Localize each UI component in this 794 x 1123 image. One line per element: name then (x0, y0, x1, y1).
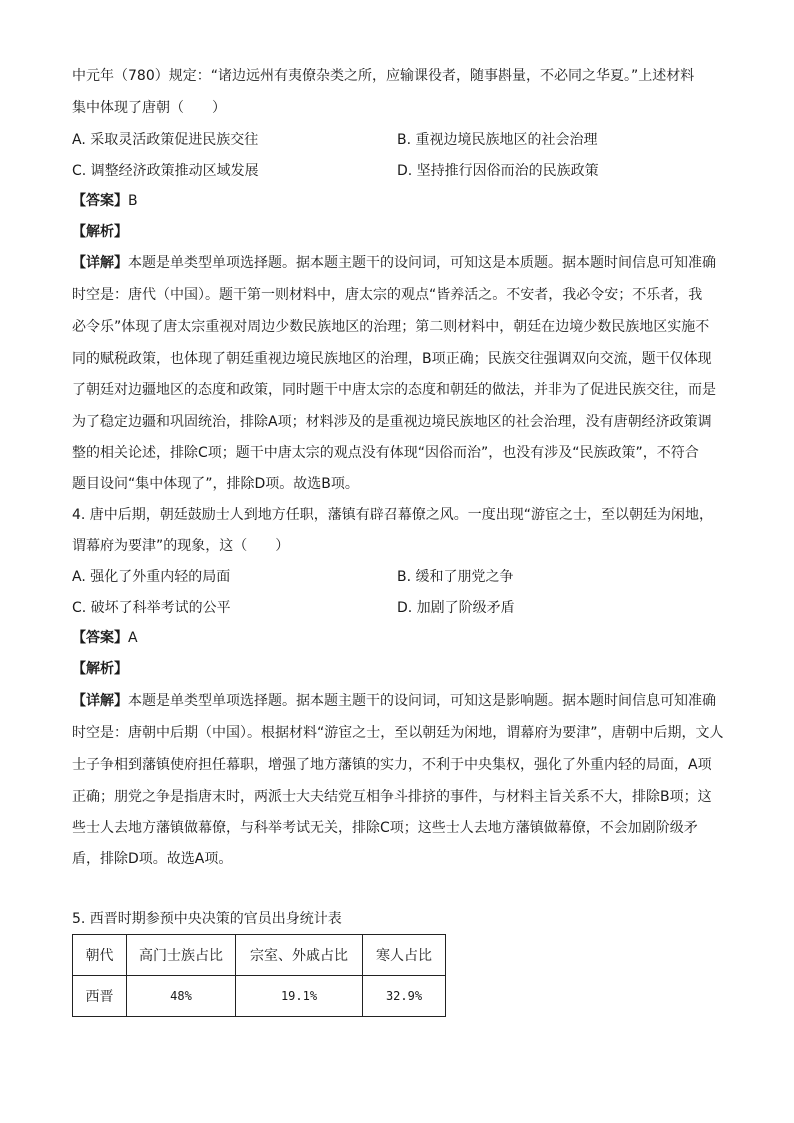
table-cell: 48% (127, 976, 236, 1017)
table-cell: 32.9% (363, 976, 446, 1017)
q3-analysis-label: 【解析】 (72, 224, 128, 240)
q3-option-d: D. 坚持推行因俗而治的民族政策 (397, 163, 599, 179)
q3-option-b: B. 重视边境民族地区的社会治理 (397, 132, 598, 148)
q3-detail-line-8: 题目设问“集中体现了”，排除D项。故选B项。 (72, 476, 359, 492)
q3-detail-label: 【详解】 (72, 255, 128, 271)
q3-answer-value: B (128, 193, 138, 209)
q4-detail-line-4: 正确；朋党之争是指唐末时，两派士大夫结党互相争斗排挤的事件，与材料主旨关系不大，排除B项；这 (72, 789, 712, 805)
q5-stem: 5. 西晋时期参预中央决策的官员出身统计表 (72, 911, 342, 927)
q4-answer-value: A (128, 630, 138, 646)
q4-detail-line-1 (72, 691, 722, 711)
q4-detail-line-2: 时空是：唐朝中后期（中国）。根据材料“游宦之士，至以朝廷为闲地，谓幕府为要津”，唐朝中后期，文人 (72, 725, 724, 741)
q3-option-a: A. 采取灵活政策促进民族交往 (72, 132, 259, 148)
q4-option-a: A. 强化了外重内轻的局面 (72, 569, 231, 585)
q3-detail-line-4: 同的赋税政策，也体现了朝廷重视边境民族地区的治理，B项正确；民族交往强调双向交流，题干仅体现 (72, 351, 712, 367)
table-cell: 西晋 (73, 976, 127, 1017)
table-header-row (73, 935, 446, 976)
q4-detail-text-1: 本题是单类型单项选择题。据本题主题干的设问词，可知这是影响题。据本题时间信息可知准确 (128, 693, 716, 709)
q3-detail-line-6: 为了稳定边疆和巩固统治，排除A项；材料涉及的是重视边境民族地区的社会治理，没有唐朝经济政策调 (72, 414, 712, 430)
table-header-cell: 高门士族占比 (127, 935, 236, 976)
q4-option-d: D. 加剧了阶级矛盾 (397, 600, 515, 616)
q4-answer-label: 【答案】 (72, 630, 128, 646)
q3-answer-label: 【答案】 (72, 193, 128, 209)
q4-detail-line-3: 士子争相到藩镇使府担任幕职，增强了地方藩镇的实力，不利于中央集权，强化了外重内轻的局面，A项 (72, 757, 712, 773)
q3-answer (72, 191, 138, 211)
q4-option-b: B. 缓和了朋党之争 (397, 569, 514, 585)
q3-option-c: C. 调整经济政策推动区域发展 (72, 163, 259, 179)
q3-detail-text-1: 本题是单类型单项选择题。据本题主题干的设问词，可知这是本质题。据本题时间信息可知准确 (128, 255, 716, 271)
table-header-cell: 宗室、外戚占比 (236, 935, 363, 976)
q4-stem-line-2: 谓幕府为要津”的现象，这（ ） (72, 538, 290, 554)
q3-detail-line-7: 整的相关论述，排除C项；题干中唐太宗的观点没有体现“因俗而治”，也没有涉及“民族政策”，不符合 (72, 445, 699, 461)
q4-answer (72, 628, 138, 648)
q3-detail-line-5: 了朝廷对边疆地区的态度和政策，同时题干中唐太宗的态度和朝廷的做法，并非为了促进民族交往，而是 (72, 382, 716, 398)
q4-detail-line-6: 盾，排除D项。故选A项。 (72, 851, 233, 867)
table-header-cell: 朝代 (73, 935, 127, 976)
q3-detail-line-1 (72, 253, 722, 273)
q3-stem-line-2: 集中体现了唐朝（ ） (72, 100, 226, 116)
q4-stem-line-1: 4. 唐中后期，朝廷鼓励士人到地方任职，藩镇有辟召幕僚之风。一度出现“游宦之士，至以朝廷为闲地， (72, 507, 714, 523)
q4-analysis-label: 【解析】 (72, 661, 128, 677)
table-header-cell: 寒人占比 (363, 935, 446, 976)
q4-detail-label: 【详解】 (72, 693, 128, 709)
table-cell: 19.1% (236, 976, 363, 1017)
q3-stem-line-1: 中元年（780）规定：“诸边远州有夷僚杂类之所，应输课役者，随事斟量，不必同之华夏。”上述材料 (72, 68, 695, 84)
q3-detail-line-3: 必令乐”体现了唐太宗重视对周边少数民族地区的治理；第二则材料中，朝廷在边境少数民族地区实施不 (72, 319, 710, 335)
table-row (73, 976, 446, 1017)
q5-stats-table (72, 934, 446, 1017)
q3-detail-line-2: 时空是：唐代（中国）。题干第一则材料中，唐太宗的观点“皆养活之。不安者，我必令安；不乐者，我 (72, 287, 703, 303)
q4-detail-line-5: 些士人去地方藩镇做幕僚，与科举考试无关，排除C项；这些士人去地方藩镇做幕僚，不会加剧阶级矛 (72, 820, 698, 836)
q4-option-c: C. 破坏了科举考试的公平 (72, 600, 231, 616)
